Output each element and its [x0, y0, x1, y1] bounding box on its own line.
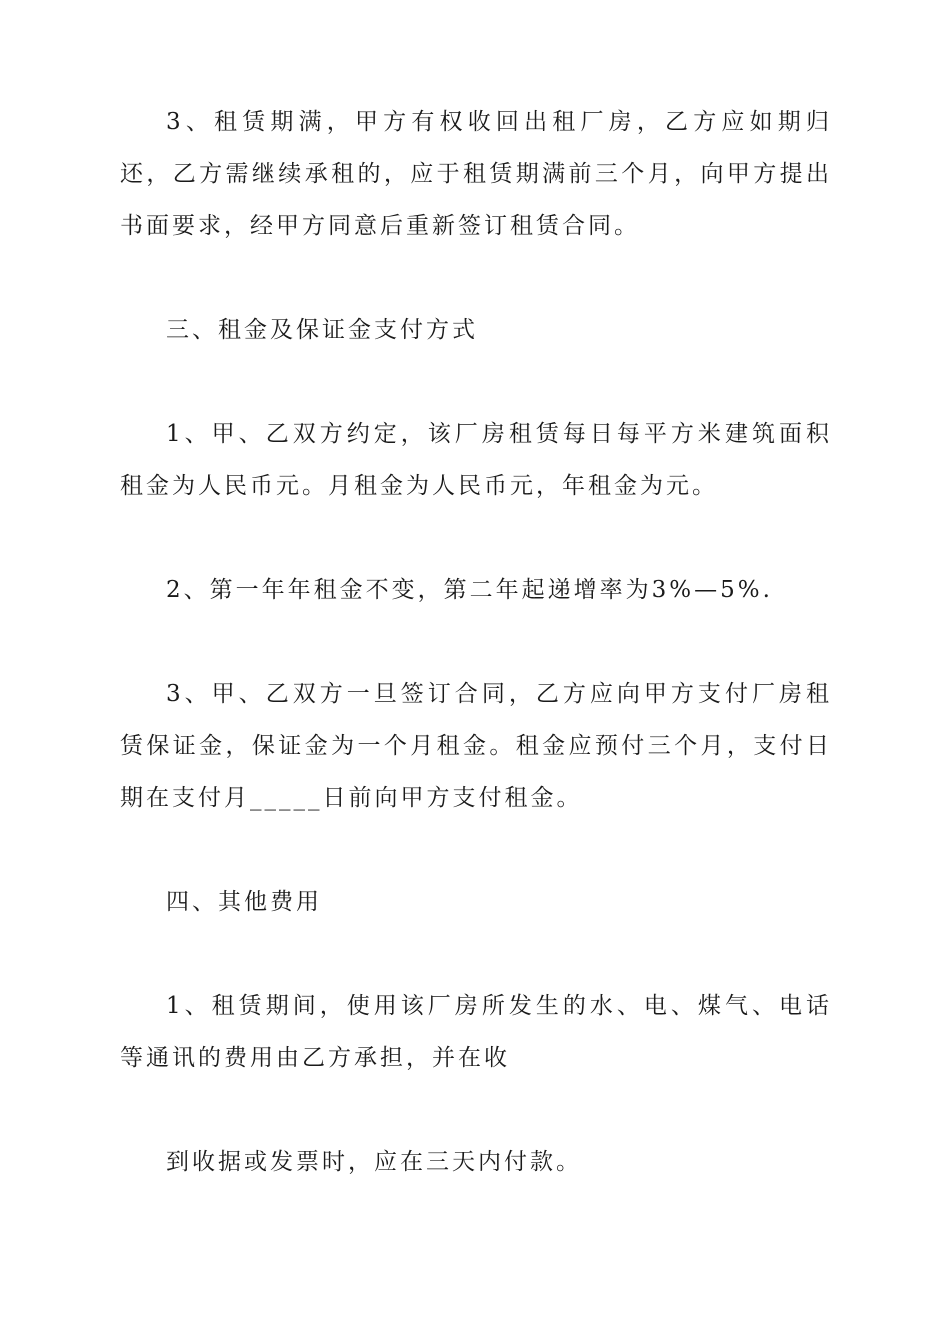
spacer — [120, 824, 832, 876]
section-heading-rent-deposit: 三、租金及保证金支付方式 — [166, 317, 478, 343]
section-heading-other-fees: 四、其他费用 — [166, 889, 322, 915]
clause-2-rent-increase: 2、第一年年租金不变，第二年起递增率为3%—5%. — [166, 577, 773, 603]
clause-1-utility-fees: 1、租赁期间，使用该厂房所发生的水、电、煤气、电话等通讯的费用由乙方承担，并在收 — [120, 993, 832, 1071]
document-page — [120, 96, 832, 1188]
clause-1-rent-amount: 1、甲、乙双方约定，该厂房租赁每日每平方米建筑面积租金为人民币元。月租金为人民币元，年租金为元。 — [120, 421, 832, 499]
spacer — [120, 616, 832, 668]
clause-1-utility-fees-continued: 到收据或发票时，应在三天内付款。 — [166, 1149, 582, 1175]
clause-3-deposit-payment: 3、甲、乙双方一旦签订合同，乙方应向甲方支付厂房租赁保证金，保证金为一个月租金。租金应预付三个月，支付日期在支付月_____日前向甲方支付租金。 — [120, 681, 832, 811]
spacer — [120, 512, 832, 564]
spacer — [120, 1084, 832, 1136]
clause-3-lease-expiry: 3、租赁期满，甲方有权收回出租厂房，乙方应如期归还，乙方需继续承租的，应于租赁期满前三个月，向甲方提出书面要求，经甲方同意后重新签订租赁合同。 — [120, 109, 832, 239]
spacer — [120, 252, 832, 304]
spacer — [120, 928, 832, 980]
spacer — [120, 356, 832, 408]
